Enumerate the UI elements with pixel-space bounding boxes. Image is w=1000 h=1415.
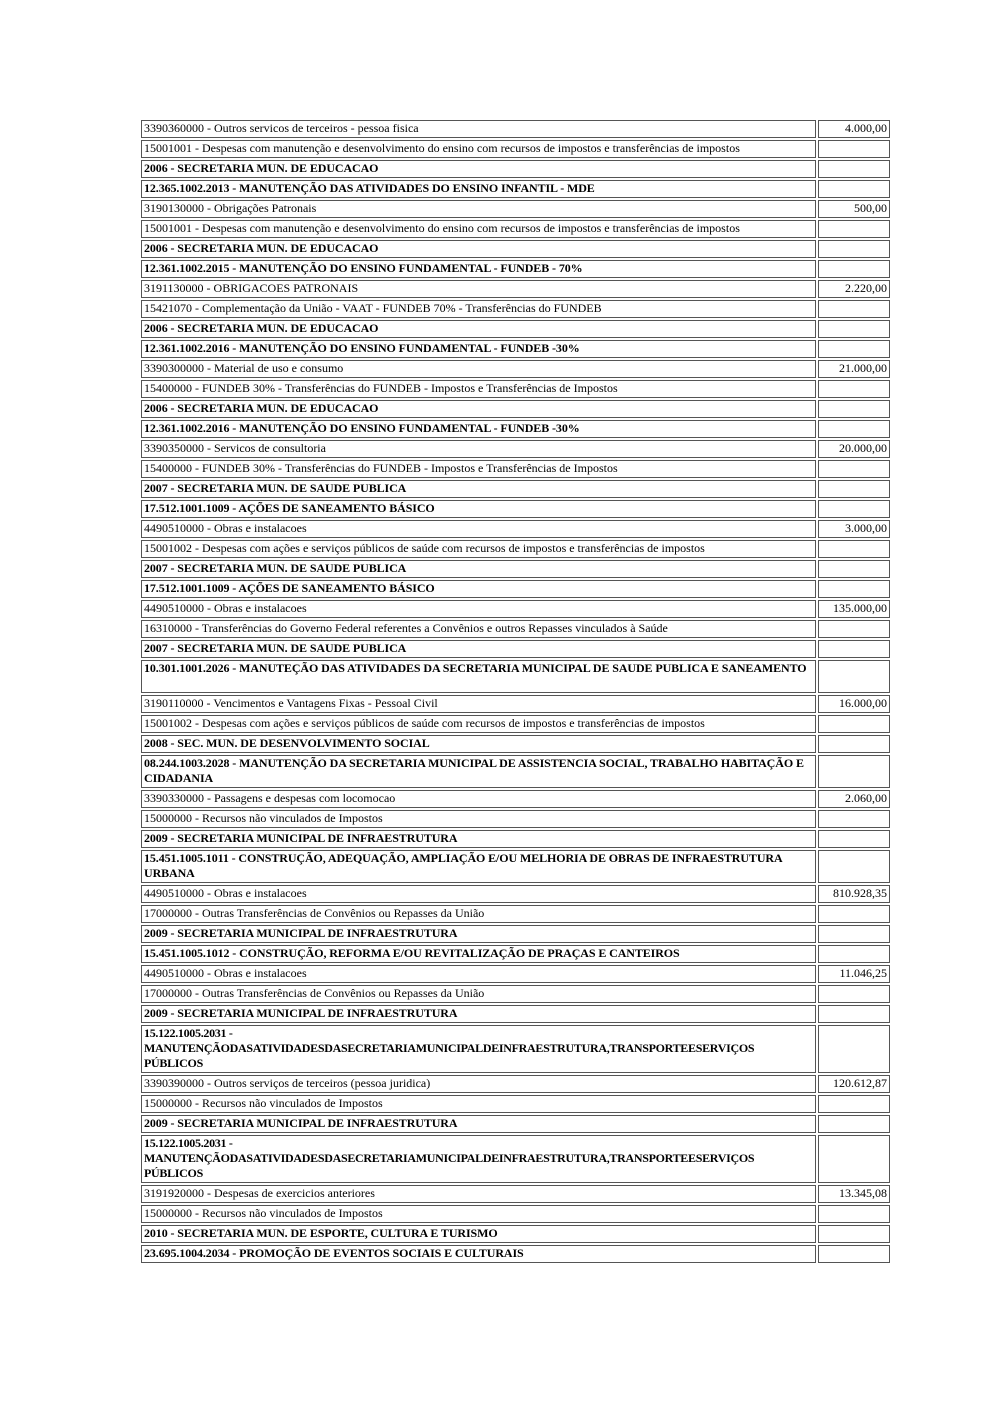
table-row bbox=[141, 715, 890, 733]
table-heading-row bbox=[141, 560, 890, 578]
row-value: 2.060,00 bbox=[818, 790, 890, 808]
table-heading-row bbox=[141, 925, 890, 943]
row-value bbox=[818, 1135, 890, 1183]
row-description: 15001002 - Despesas com ações e serviços públicos de saúde com recursos de impostos e transferências de impostos bbox=[141, 540, 816, 558]
table-heading-row bbox=[141, 735, 890, 753]
table-row bbox=[141, 380, 890, 398]
table-heading-row bbox=[141, 1245, 890, 1263]
row-description: 12.361.1002.2015 - MANUTENÇÃO DO ENSINO FUNDAMENTAL - FUNDEB - 70% bbox=[141, 260, 816, 278]
row-description: 3390300000 - Material de uso e consumo bbox=[141, 360, 816, 378]
table-row bbox=[141, 360, 890, 378]
row-description: 3390390000 - Outros serviços de terceiros (pessoa juridica) bbox=[141, 1075, 816, 1093]
document-page bbox=[141, 120, 888, 1263]
row-value bbox=[818, 1225, 890, 1243]
table-row bbox=[141, 695, 890, 713]
table-row bbox=[141, 905, 890, 923]
table-heading-row bbox=[141, 580, 890, 598]
table-heading-row bbox=[141, 1225, 890, 1243]
table-row bbox=[141, 985, 890, 1003]
row-value bbox=[818, 300, 890, 318]
budget-table bbox=[139, 118, 892, 1265]
table-row bbox=[141, 300, 890, 318]
table-row bbox=[141, 965, 890, 983]
row-value bbox=[818, 850, 890, 883]
row-description: 2007 - SECRETARIA MUN. DE SAUDE PUBLICA bbox=[141, 480, 816, 498]
row-description: 3191130000 - OBRIGACOES PATRONAIS bbox=[141, 280, 816, 298]
row-value bbox=[818, 620, 890, 638]
row-description: 3190130000 - Obrigações Patronais bbox=[141, 200, 816, 218]
row-value: 135.000,00 bbox=[818, 600, 890, 618]
row-description: 3390360000 - Outros servicos de terceiros - pessoa fisica bbox=[141, 120, 816, 138]
table-heading-row bbox=[141, 400, 890, 418]
table-row bbox=[141, 440, 890, 458]
row-value bbox=[818, 715, 890, 733]
table-heading-row bbox=[141, 340, 890, 358]
row-value bbox=[818, 985, 890, 1003]
row-description: 4490510000 - Obras e instalacoes bbox=[141, 885, 816, 903]
row-description: 10.301.1001.2026 - MANUTEÇÃO DAS ATIVIDADES DA SECRETARIA MUNICIPAL DE SAUDE PUBLICA E SANEAMENTO bbox=[141, 660, 816, 693]
row-value bbox=[818, 380, 890, 398]
row-description: 15421070 - Complementação da União - VAAT - FUNDEB 70% - Transferências do FUNDEB bbox=[141, 300, 816, 318]
table-heading-row bbox=[141, 420, 890, 438]
row-description: 23.695.1004.2034 - PROMOÇÃO DE EVENTOS SOCIAIS E CULTURAIS bbox=[141, 1245, 816, 1263]
row-value bbox=[818, 400, 890, 418]
row-description: 15001002 - Despesas com ações e serviços públicos de saúde com recursos de impostos e transferências de impostos bbox=[141, 715, 816, 733]
row-description: 2009 - SECRETARIA MUNICIPAL DE INFRAESTRUTURA bbox=[141, 830, 816, 848]
row-description: 12.361.1002.2016 - MANUTENÇÃO DO ENSINO FUNDAMENTAL - FUNDEB -30% bbox=[141, 340, 816, 358]
row-value bbox=[818, 160, 890, 178]
row-value bbox=[818, 925, 890, 943]
row-value bbox=[818, 640, 890, 658]
row-description: 16310000 - Transferências do Governo Federal referentes a Convênios e outros Repasses vinculados à Saúde bbox=[141, 620, 816, 638]
budget-table-body bbox=[141, 120, 890, 1263]
row-value: 3.000,00 bbox=[818, 520, 890, 538]
table-heading-row bbox=[141, 1115, 890, 1133]
row-description: 2006 - SECRETARIA MUN. DE EDUCACAO bbox=[141, 160, 816, 178]
table-row bbox=[141, 200, 890, 218]
row-description: 17.512.1001.1009 - AÇÕES DE SANEAMENTO BÁSICO bbox=[141, 500, 816, 518]
row-value: 16.000,00 bbox=[818, 695, 890, 713]
table-heading-row bbox=[141, 480, 890, 498]
table-row bbox=[141, 280, 890, 298]
row-description: 2008 - SEC. MUN. DE DESENVOLVIMENTO SOCIAL bbox=[141, 735, 816, 753]
row-value: 4.000,00 bbox=[818, 120, 890, 138]
row-value bbox=[818, 320, 890, 338]
row-description: 15.122.1005.2031 - MANUTENÇÃODASATIVIDADESDASECRETARIAMUNICIPALDEINFRAESTRUTURA,TRANSPORTEESERVIÇOS PÚBLICOS bbox=[141, 1135, 816, 1183]
row-value: 13.345,08 bbox=[818, 1185, 890, 1203]
row-value bbox=[818, 905, 890, 923]
table-heading-row bbox=[141, 640, 890, 658]
row-description: 2009 - SECRETARIA MUNICIPAL DE INFRAESTRUTURA bbox=[141, 1115, 816, 1133]
row-description: 15.451.1005.1011 - CONSTRUÇÃO, ADEQUAÇÃO, AMPLIAÇÃO E/OU MELHORIA DE OBRAS DE INFRAESTRUTURA URBANA bbox=[141, 850, 816, 883]
row-value: 21.000,00 bbox=[818, 360, 890, 378]
table-heading-row bbox=[141, 1025, 890, 1073]
table-heading-row bbox=[141, 260, 890, 278]
row-description: 2010 - SECRETARIA MUN. DE ESPORTE, CULTURA E TURISMO bbox=[141, 1225, 816, 1243]
row-description: 2006 - SECRETARIA MUN. DE EDUCACAO bbox=[141, 400, 816, 418]
row-value bbox=[818, 460, 890, 478]
row-value: 20.000,00 bbox=[818, 440, 890, 458]
row-value bbox=[818, 1205, 890, 1223]
row-description: 15001001 - Despesas com manutenção e desenvolvimento do ensino com recursos de impostos e transferências de impostos bbox=[141, 220, 816, 238]
row-description: 15000000 - Recursos não vinculados de Impostos bbox=[141, 1095, 816, 1113]
table-heading-row bbox=[141, 1135, 890, 1183]
table-heading-row bbox=[141, 755, 890, 788]
row-description: 3390350000 - Servicos de consultoria bbox=[141, 440, 816, 458]
row-description: 17000000 - Outras Transferências de Convênios ou Repasses da União bbox=[141, 985, 816, 1003]
row-value bbox=[818, 1025, 890, 1073]
table-row bbox=[141, 540, 890, 558]
table-heading-row bbox=[141, 1005, 890, 1023]
table-row bbox=[141, 120, 890, 138]
row-value bbox=[818, 180, 890, 198]
row-value bbox=[818, 560, 890, 578]
table-heading-row bbox=[141, 830, 890, 848]
row-description: 3191920000 - Despesas de exercicios anteriores bbox=[141, 1185, 816, 1203]
row-value bbox=[818, 735, 890, 753]
row-value bbox=[818, 480, 890, 498]
row-description: 4490510000 - Obras e instalacoes bbox=[141, 520, 816, 538]
row-value bbox=[818, 755, 890, 788]
table-heading-row bbox=[141, 320, 890, 338]
row-description: 2009 - SECRETARIA MUNICIPAL DE INFRAESTRUTURA bbox=[141, 925, 816, 943]
table-row bbox=[141, 1095, 890, 1113]
row-description: 15.451.1005.1012 - CONSTRUÇÃO, REFORMA E/OU REVITALIZAÇÃO DE PRAÇAS E CANTEIROS bbox=[141, 945, 816, 963]
table-row bbox=[141, 460, 890, 478]
row-description: 3390330000 - Passagens e despesas com locomocao bbox=[141, 790, 816, 808]
row-value bbox=[818, 140, 890, 158]
table-heading-row bbox=[141, 850, 890, 883]
row-description: 17000000 - Outras Transferências de Convênios ou Repasses da União bbox=[141, 905, 816, 923]
table-heading-row bbox=[141, 180, 890, 198]
table-heading-row bbox=[141, 240, 890, 258]
row-description: 4490510000 - Obras e instalacoes bbox=[141, 600, 816, 618]
row-value bbox=[818, 660, 890, 693]
table-row bbox=[141, 220, 890, 238]
row-description: 15000000 - Recursos não vinculados de Impostos bbox=[141, 1205, 816, 1223]
row-description: 12.365.1002.2013 - MANUTENÇÃO DAS ATIVIDADES DO ENSINO INFANTIL - MDE bbox=[141, 180, 816, 198]
row-description: 15400000 - FUNDEB 30% - Transferências do FUNDEB - Impostos e Transferências de Impostos bbox=[141, 380, 816, 398]
row-description: 2007 - SECRETARIA MUN. DE SAUDE PUBLICA bbox=[141, 560, 816, 578]
table-row bbox=[141, 810, 890, 828]
table-heading-row bbox=[141, 660, 890, 693]
row-value bbox=[818, 240, 890, 258]
row-description: 3190110000 - Vencimentos e Vantagens Fixas - Pessoal Civil bbox=[141, 695, 816, 713]
row-description: 2009 - SECRETARIA MUNICIPAL DE INFRAESTRUTURA bbox=[141, 1005, 816, 1023]
row-description: 2007 - SECRETARIA MUN. DE SAUDE PUBLICA bbox=[141, 640, 816, 658]
row-description: 12.361.1002.2016 - MANUTENÇÃO DO ENSINO FUNDAMENTAL - FUNDEB -30% bbox=[141, 420, 816, 438]
table-row bbox=[141, 885, 890, 903]
row-value: 2.220,00 bbox=[818, 280, 890, 298]
table-row bbox=[141, 600, 890, 618]
row-value bbox=[818, 1245, 890, 1263]
row-value: 500,00 bbox=[818, 200, 890, 218]
row-value: 810.928,35 bbox=[818, 885, 890, 903]
row-value bbox=[818, 500, 890, 518]
row-value bbox=[818, 945, 890, 963]
table-heading-row bbox=[141, 160, 890, 178]
table-row bbox=[141, 1205, 890, 1223]
row-value bbox=[818, 1115, 890, 1133]
row-value: 11.046,25 bbox=[818, 965, 890, 983]
row-description: 15400000 - FUNDEB 30% - Transferências do FUNDEB - Impostos e Transferências de Impostos bbox=[141, 460, 816, 478]
row-value bbox=[818, 1005, 890, 1023]
row-value bbox=[818, 1095, 890, 1113]
row-description: 15001001 - Despesas com manutenção e desenvolvimento do ensino com recursos de impostos e transferências de impostos bbox=[141, 140, 816, 158]
row-value: 120.612,87 bbox=[818, 1075, 890, 1093]
row-value bbox=[818, 580, 890, 598]
row-description: 4490510000 - Obras e instalacoes bbox=[141, 965, 816, 983]
row-description: 08.244.1003.2028 - MANUTENÇÃO DA SECRETARIA MUNICIPAL DE ASSISTENCIA SOCIAL, TRABALHO HABITAÇÃO E CIDADANIA bbox=[141, 755, 816, 788]
row-value bbox=[818, 830, 890, 848]
row-value bbox=[818, 340, 890, 358]
table-heading-row bbox=[141, 945, 890, 963]
table-row bbox=[141, 140, 890, 158]
row-description: 2006 - SECRETARIA MUN. DE EDUCACAO bbox=[141, 240, 816, 258]
row-description: 2006 - SECRETARIA MUN. DE EDUCACAO bbox=[141, 320, 816, 338]
table-row bbox=[141, 790, 890, 808]
row-description: 15000000 - Recursos não vinculados de Impostos bbox=[141, 810, 816, 828]
row-description: 15.122.1005.2031 - MANUTENÇÃODASATIVIDADESDASECRETARIAMUNICIPALDEINFRAESTRUTURA,TRANSPORTEESERVIÇOS PÚBLICOS bbox=[141, 1025, 816, 1073]
table-row bbox=[141, 520, 890, 538]
row-value bbox=[818, 220, 890, 238]
row-value bbox=[818, 540, 890, 558]
table-row bbox=[141, 1185, 890, 1203]
table-row bbox=[141, 620, 890, 638]
table-heading-row bbox=[141, 500, 890, 518]
table-row bbox=[141, 1075, 890, 1093]
row-value bbox=[818, 810, 890, 828]
row-value bbox=[818, 260, 890, 278]
row-description: 17.512.1001.1009 - AÇÕES DE SANEAMENTO BÁSICO bbox=[141, 580, 816, 598]
row-value bbox=[818, 420, 890, 438]
